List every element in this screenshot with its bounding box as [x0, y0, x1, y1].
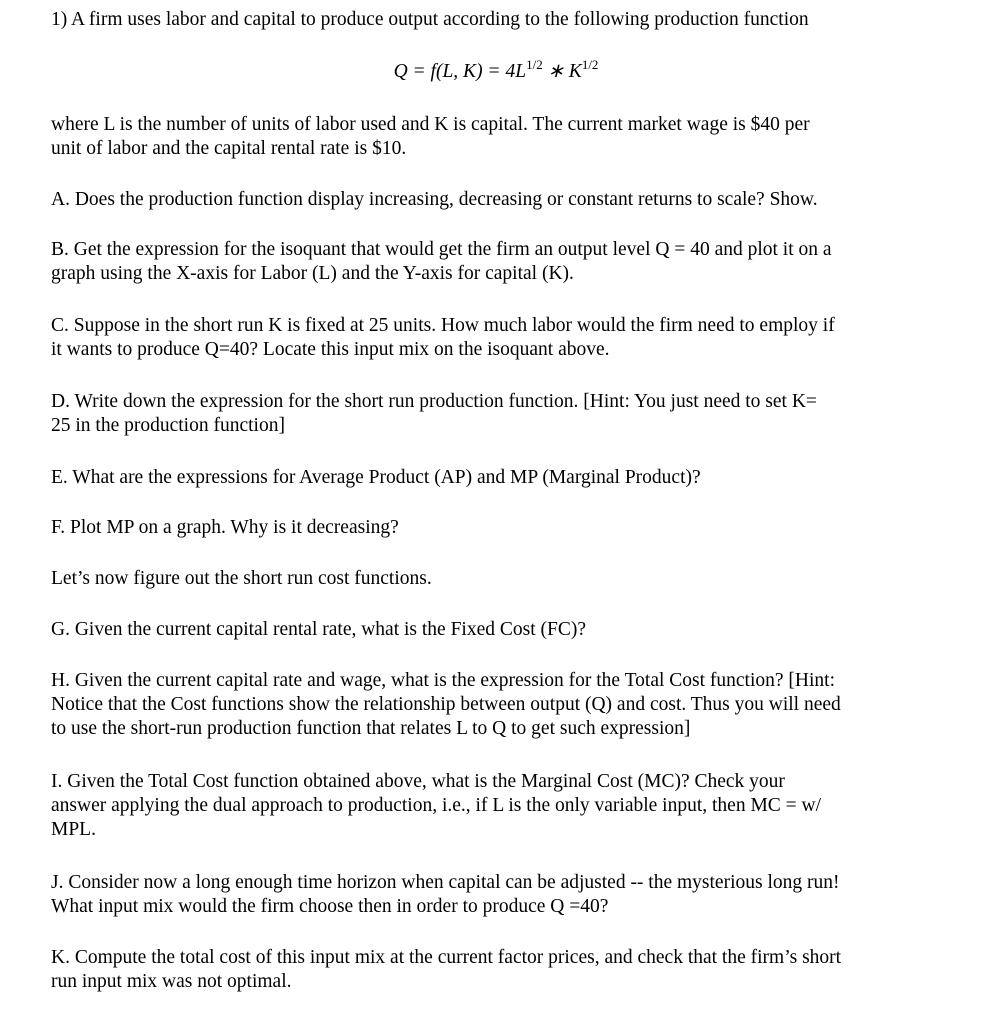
production-function-formula: [0, 57, 992, 85]
part-k-line-1: K. Compute the total cost of this input mix at the current factor prices, and check that the firm’s short: [51, 947, 842, 968]
part-b-line-2: graph using the X-axis for Labor (L) and the Y-axis for capital (K).: [51, 263, 574, 284]
part-h-line-3: to use the short-run production function that relates L to Q to get such expression]: [51, 718, 691, 739]
part-i-line-1: I. Given the Total Cost function obtained above, what is the Marginal Cost (MC)? Check your: [51, 771, 785, 792]
part-j-line-1: J. Consider now a long enough time horizon when capital can be adjusted -- the mysterious long run!: [51, 872, 840, 893]
part-h-line-1: H. Given the current capital rate and wage, what is the expression for the Total Cost function? [Hint:: [51, 670, 835, 691]
part-g: G. Given the current capital rental rate, what is the Fixed Cost (FC)?: [51, 619, 587, 640]
transition-text: Let’s now figure out the short run cost functions.: [51, 568, 432, 589]
part-f: F. Plot MP on a graph. Why is it decreasing?: [51, 517, 399, 538]
formula-exponent-capital: 1/2: [581, 57, 599, 72]
part-b-line-1: B. Get the expression for the isoquant that would get the firm an output level Q = 40 and plot it on a: [51, 239, 832, 260]
formula-exponent-labor: 1/2: [526, 57, 543, 72]
part-d-line-1: D. Write down the expression for the short run production function. [Hint: You just need to set K=: [51, 391, 817, 412]
problem-intro: 1) A firm uses labor and capital to produce output according to the following production function: [51, 9, 809, 30]
part-d-line-2: 25 in the production function]: [51, 415, 285, 436]
part-i-line-2: answer applying the dual approach to production, i.e., if L is the only variable input, then MC = w/: [51, 795, 822, 816]
context-line-1: where L is the number of units of labor used and K is capital. The current market wage is $40 per: [51, 114, 810, 135]
part-j-line-2: What input mix would the firm choose then in order to produce Q =40?: [51, 896, 609, 917]
part-k-line-2: run input mix was not optimal.: [51, 971, 292, 992]
formula-multiplier: ∗ K: [542, 61, 582, 82]
context-line-2: unit of labor and the capital rental rate is $10.: [51, 138, 407, 159]
part-a: A. Does the production function display increasing, decreasing or constant returns to scale? Show.: [51, 189, 818, 210]
part-c-line-1: C. Suppose in the short run K is fixed at 25 units. How much labor would the firm need to employ if: [51, 315, 835, 336]
part-i-line-3: MPL.: [51, 819, 96, 840]
part-c-line-2: it wants to produce Q=40? Locate this input mix on the isoquant above.: [51, 339, 610, 360]
formula-lhs: Q = f(L, K) = 4L: [393, 61, 527, 82]
part-e: E. What are the expressions for Average Product (AP) and MP (Marginal Product)?: [51, 467, 701, 488]
part-h-line-2: Notice that the Cost functions show the relationship between output (Q) and cost. Thus you will need: [51, 694, 841, 715]
